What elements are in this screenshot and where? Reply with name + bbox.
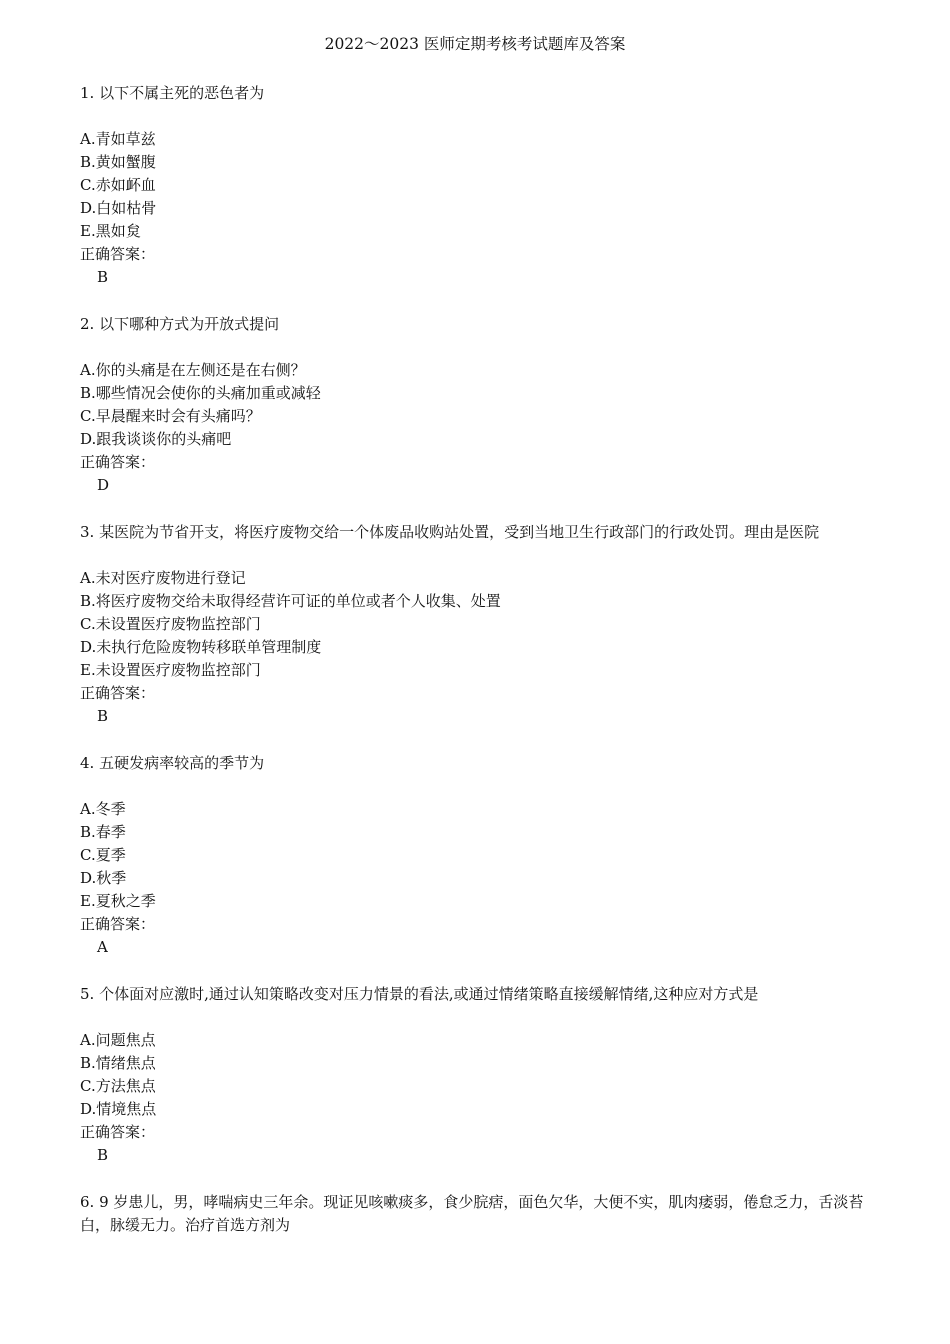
answer-value: B (97, 707, 109, 725)
option-a: A.青如草兹 (80, 130, 156, 148)
answer-label: 正确答案： (80, 1123, 156, 1141)
option-b: B.哪些情况会使你的头痛加重或减轻 (80, 384, 321, 402)
option-e: E.黑如炱 (80, 222, 141, 240)
option-d: D.白如枯骨 (80, 199, 157, 217)
option-d: D.秋季 (80, 869, 127, 887)
question-4 (80, 752, 880, 959)
answer-label: 正确答案： (80, 245, 156, 263)
option-a: A.未对医疗废物进行登记 (80, 569, 246, 587)
option-d: D.未执行危险废物转移联单管理制度 (80, 638, 322, 656)
option-c: C.夏季 (80, 846, 126, 864)
question-3 (80, 521, 880, 728)
answer-label: 正确答案： (80, 915, 156, 933)
answer-value: A (97, 938, 108, 956)
option-c: C.未设置医疗废物监控部门 (80, 615, 261, 633)
page-title: 2022～2023 医师定期考核考试题库及答案 (324, 35, 626, 53)
option-a: A.冬季 (80, 800, 126, 818)
option-b: B.情绪焦点 (80, 1054, 156, 1072)
option-c: C.赤如衃血 (80, 176, 156, 194)
option-d: D.跟我谈谈你的头痛吧 (80, 430, 232, 448)
question-stem: 6. 9 岁患儿，男，哮喘病史三年余。现证见咳嗽痰多，食少脘痞，面色欠华，大便不实，肌肉痿弱，倦怠乏力，舌淡苔白，脉缓无力。治疗首选方剂为 (80, 1193, 864, 1234)
answer-value: B (97, 1146, 109, 1164)
answer-label: 正确答案： (80, 453, 156, 471)
question-stem: 4. 五硬发病率较高的季节为 (80, 754, 265, 772)
question-stem: 2. 以下哪种方式为开放式提问 (80, 315, 280, 333)
option-e: E.未设置医疗废物监控部门 (80, 661, 261, 679)
option-c: C.方法焦点 (80, 1077, 156, 1095)
option-e: E.夏秋之季 (80, 892, 156, 910)
answer-value: B (97, 268, 109, 286)
answer-value: D (97, 476, 110, 494)
option-b: B.黄如蟹腹 (80, 153, 156, 171)
question-5 (80, 983, 880, 1167)
question-6 (80, 1191, 880, 1237)
question-2 (80, 313, 880, 497)
option-b: B.春季 (80, 823, 126, 841)
answer-label: 正确答案： (80, 684, 156, 702)
option-a: A.你的头痛是在左侧还是在右侧？ (80, 361, 306, 379)
question-stem: 5. 个体面对应激时,通过认知策略改变对压力情景的看法,或通过情绪策略直接缓解情绪,这种应对方式是 (80, 985, 759, 1003)
option-c: C.早晨醒来时会有头痛吗？ (80, 407, 261, 425)
option-a: A.问题焦点 (80, 1031, 156, 1049)
option-b: B.将医疗废物交给未取得经营许可证的单位或者个人收集、处置 (80, 592, 501, 610)
question-stem: 3. 某医院为节省开支，将医疗废物交给一个体废品收购站处置，受到当地卫生行政部门的行政处罚。理由是医院 (80, 523, 820, 541)
option-d: D.情境焦点 (80, 1100, 157, 1118)
question-list (80, 82, 880, 1261)
question-stem: 1. 以下不属主死的恶色者为 (80, 84, 265, 102)
question-1 (80, 82, 880, 289)
